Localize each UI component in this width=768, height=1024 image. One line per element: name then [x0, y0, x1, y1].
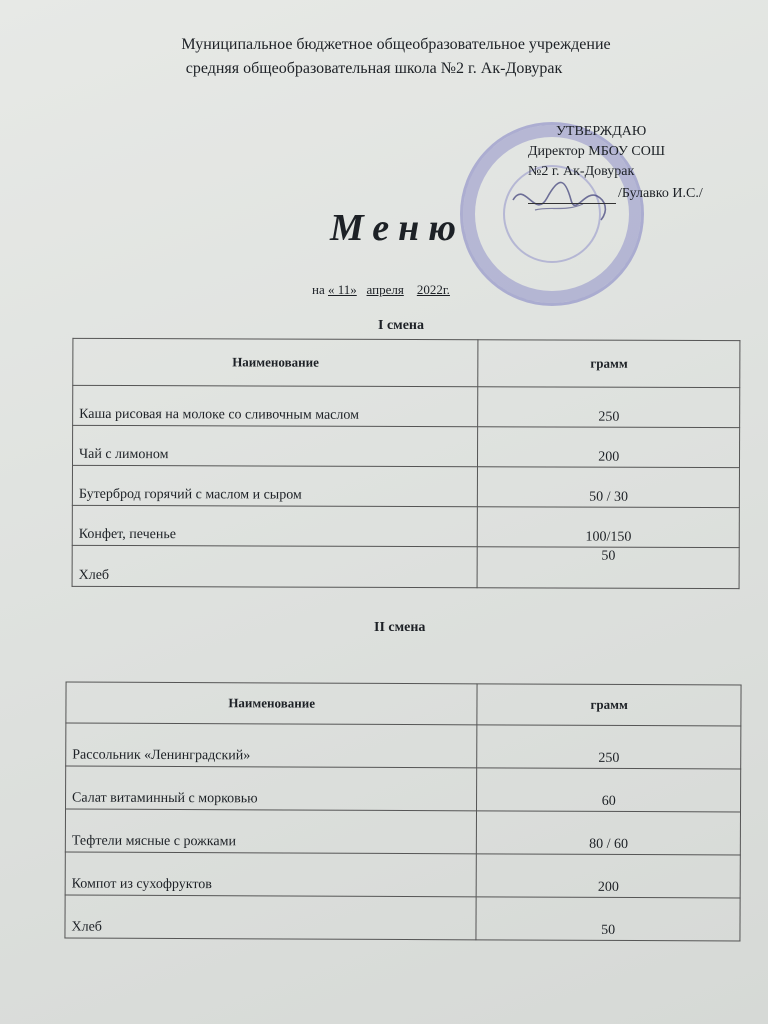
director-name: /Булавко И.С./ — [618, 186, 703, 201]
table-row — [65, 895, 740, 941]
dish-name: Чай с лимоном — [72, 425, 478, 466]
table-row — [66, 723, 741, 769]
table-header-row — [73, 338, 740, 387]
shift1-label: I смена — [378, 318, 424, 333]
approval-position: Директор МБОУ СОШ — [528, 144, 666, 159]
school-name-line1: Муниципальное бюджетное общеобразовательное учреждение — [181, 36, 611, 53]
dish-name: Конфет, печенье — [72, 505, 478, 546]
approval-signature-line — [528, 184, 703, 204]
dish-grams: 200 — [478, 427, 740, 468]
column-header-name: Наименование — [73, 338, 479, 386]
column-header-grams: грамм — [478, 340, 740, 388]
dish-grams: 50 — [476, 897, 740, 941]
column-header-grams: грамм — [477, 684, 741, 726]
table-row — [65, 809, 740, 855]
dish-grams: 250 — [477, 725, 741, 769]
date-month: апреля — [366, 282, 404, 297]
dish-grams: 200 — [477, 854, 741, 898]
table-row — [65, 852, 740, 898]
dish-name: Хлеб — [65, 895, 477, 940]
dish-grams: 250 — [478, 387, 740, 428]
shift2-menu-table — [64, 682, 741, 942]
dish-grams: 100/150 — [478, 507, 740, 548]
table-row — [73, 385, 740, 427]
page-title: Меню — [330, 207, 465, 249]
shift1-menu-table — [72, 338, 741, 589]
school-name-line2: средняя общеобразовательная школа №2 г. Ак-Довурак — [185, 60, 563, 77]
dish-name: Каша рисовая на молоке со сливочным маслом — [73, 385, 479, 426]
date-year: 2022г. — [416, 282, 450, 297]
dish-name: Рассольник «Ленинградский» — [66, 723, 478, 768]
menu-date — [312, 282, 450, 298]
dish-grams: 80 / 60 — [477, 811, 741, 855]
column-header-name: Наименование — [66, 682, 478, 725]
table-row — [72, 505, 739, 547]
dish-name: Бутерброд горячий с маслом и сыром — [72, 465, 478, 506]
dish-name: Салат витаминный с морковью — [66, 766, 478, 811]
table-row — [66, 766, 741, 812]
dish-grams: 50 / 30 — [478, 467, 740, 508]
approval-school: №2 г. Ак-Довурак — [528, 164, 635, 179]
approval-heading: УТВЕРЖДАЮ — [556, 124, 647, 139]
table-header-row — [66, 682, 741, 726]
table-row — [72, 425, 739, 467]
table-row — [72, 465, 739, 507]
dish-grams: 60 — [477, 768, 741, 812]
date-prefix: на — [312, 282, 325, 297]
dish-grams: 50 — [477, 547, 739, 589]
table-row — [72, 545, 739, 588]
date-day: « 11» — [327, 282, 357, 297]
dish-name: Тефтели мясные с рожками — [65, 809, 477, 854]
dish-name: Хлеб — [72, 545, 478, 587]
shift2-label: II смена — [374, 620, 426, 635]
dish-name: Компот из сухофруктов — [65, 852, 477, 897]
